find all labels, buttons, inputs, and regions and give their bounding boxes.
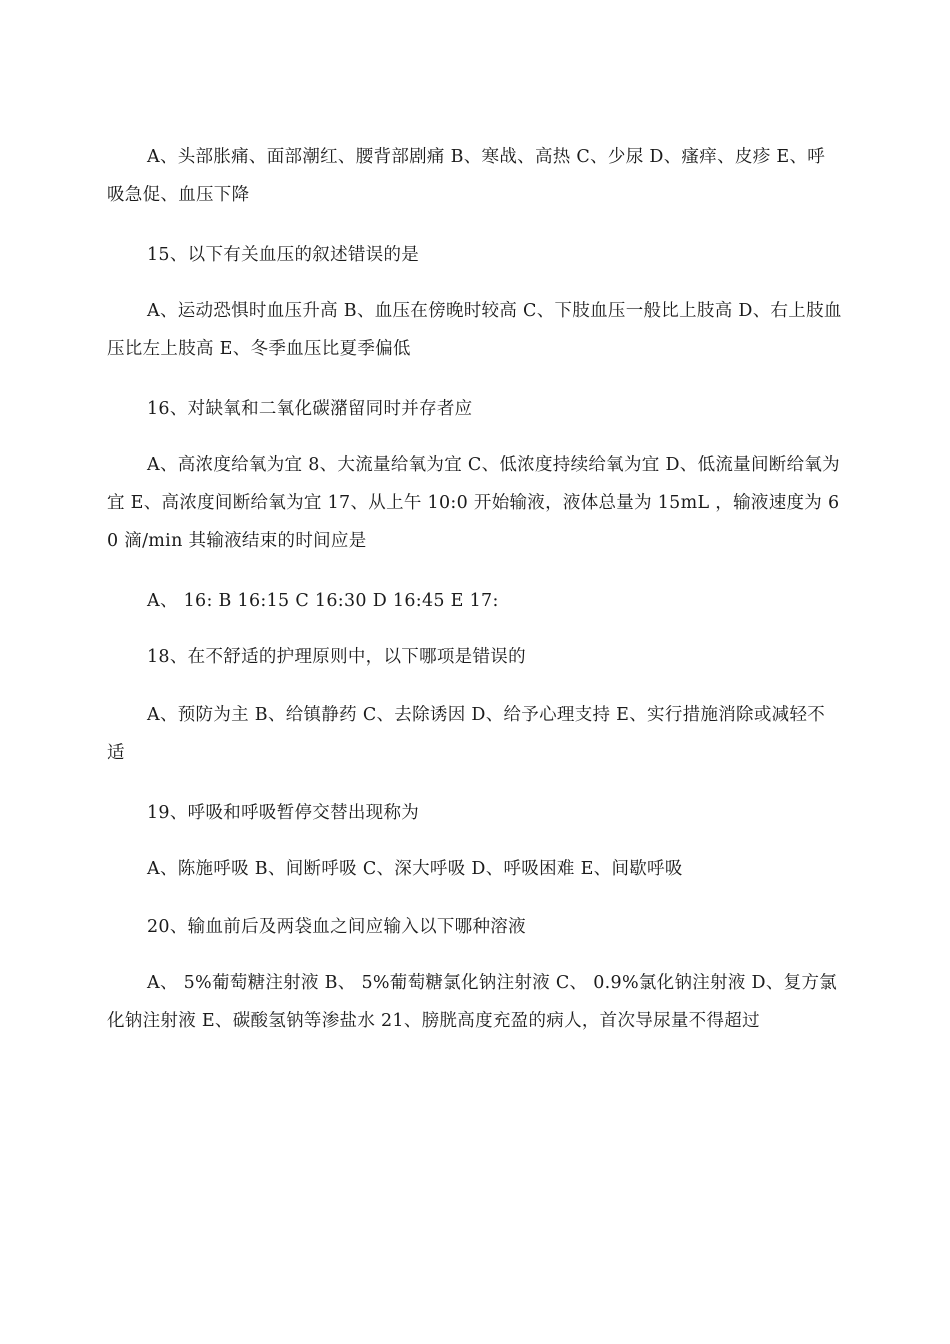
options-q19: A、陈施呼吸 B、间断呼吸 C、深大呼吸 D、呼吸困难 E、间歇呼吸 <box>147 859 683 879</box>
question-16: 16、对缺氧和二氧化碳潴留同时并存者应 <box>147 399 473 419</box>
options-q15: A、运动恐惧时血压升高 B、血压在傍晚时较高 C、下肢血压一般比上肢高 D、右上肢血压比左上肢高 E、冬季血压比夏季偏低 <box>107 301 842 359</box>
options-q14: A、头部胀痛、面部潮红、腰背部剧痛 B、寒战、高热 C、少尿 D、瘙痒、皮疹 E、呼吸急促、血压下降 <box>107 147 826 205</box>
options-q17: A、 16: B 16:15 C 16:30 D 16:45 E 17: <box>147 591 499 611</box>
options-q20-question-21: A、 5%葡萄糖注射液 B、 5%葡萄糖氯化钠注射液 C、 0.9%氯化钠注射液 D、复方氯化钠注射液 E、碳酸氢钠等渗盐水 21、膀胱高度充盈的病人，首次导尿量不得超过 <box>107 973 838 1031</box>
question-19: 19、呼吸和呼吸暂停交替出现称为 <box>147 803 420 823</box>
question-18: 18、在不舒适的护理原则中，以下哪项是错误的 <box>147 647 526 667</box>
question-20: 20、输血前后及两袋血之间应输入以下哪种溶液 <box>147 917 526 937</box>
options-q16-question-17: A、高浓度给氧为宜 8、大流量给氧为宜 C、低浓度持续给氧为宜 D、低流量间断给氧为宜 E、高浓度间断给氧为宜 17、从上午 10:0 开始输液，液体总量为 15mL ，输液速度为 60 滴/min 其输液结束的时间应是 <box>107 455 840 551</box>
options-q18: A、预防为主 B、给镇静药 C、去除诱因 D、给予心理支持 E、实行措施消除或减轻不适 <box>107 705 826 763</box>
question-15: 15、以下有关血压的叙述错误的是 <box>147 245 420 265</box>
